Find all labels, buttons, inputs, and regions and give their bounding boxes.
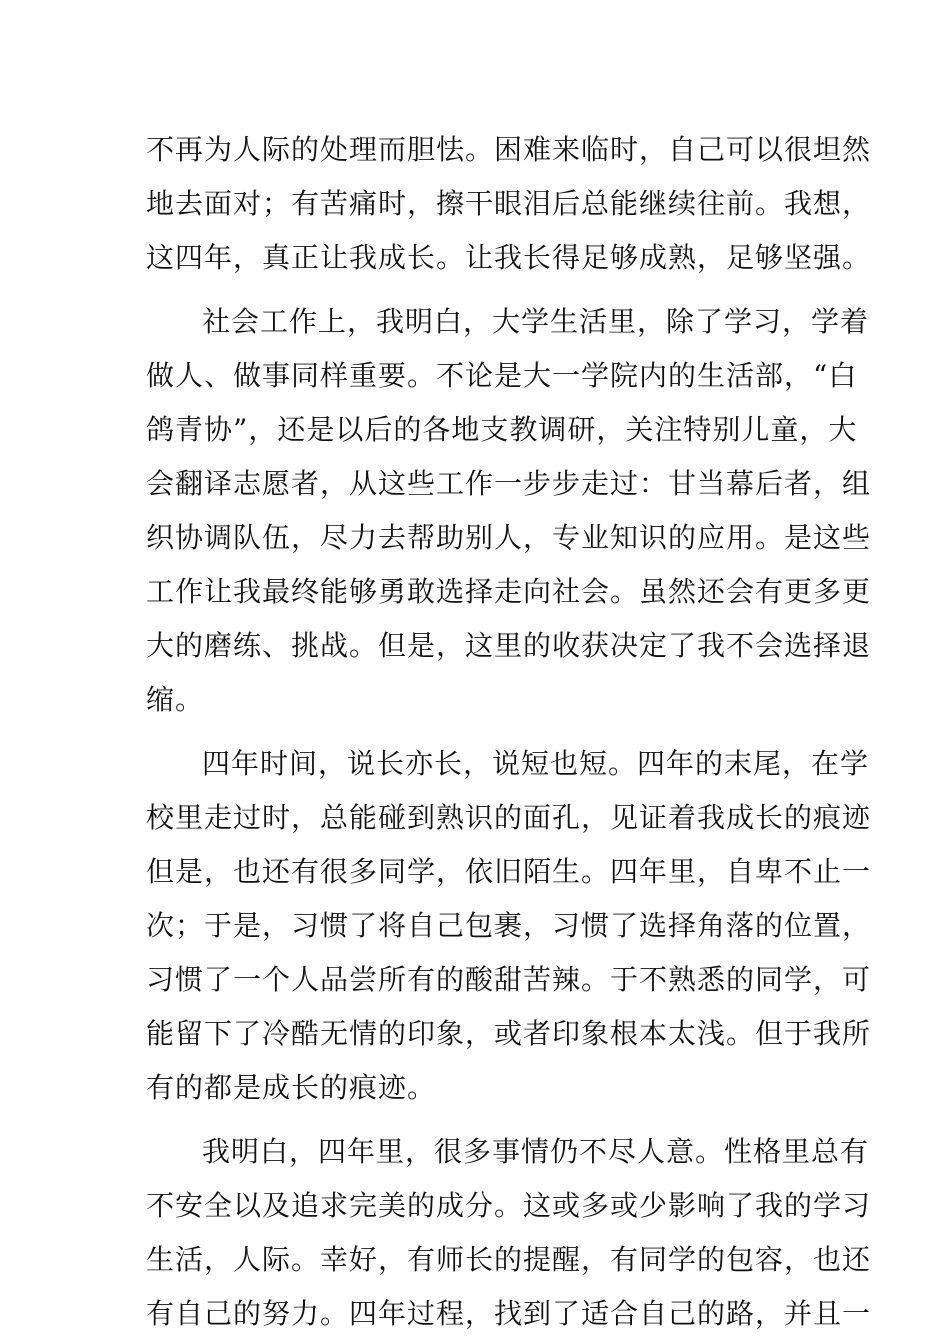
text-line: 做人、做事同样重要。不论是大一学院内的生活部，“白	[146, 359, 858, 392]
text-line: 不安全以及追求完美的成分。这或多或少影响了我的学习	[146, 1189, 872, 1222]
text-line: 有的都是成长的痕迹。	[146, 1071, 437, 1104]
text-line: 不再为人际的处理而胆怯。困难来临时，自己可以很坦然	[146, 133, 872, 166]
text-line: 鸽青协”，还是以后的各地支教调研，关注特别儿童，大	[146, 413, 858, 446]
text-line: 织协调队伍，尽力去帮助别人，专业知识的应用。是这些	[146, 521, 872, 554]
text-line: 缩。	[146, 683, 205, 716]
text-line: 有自己的努力。四年过程，找到了适合自己的路，并且一	[146, 1297, 872, 1330]
text-line: 但是，也还有很多同学，依旧陌生。四年里，自卑不止一	[146, 855, 872, 888]
paragraph-first-line: 我明白，四年里，很多事情仍不尽人意。性格里总有	[202, 1135, 870, 1168]
text-line: 生活，人际。幸好，有师长的提醒，有同学的包容，也还	[146, 1243, 872, 1276]
text-line: 会翻译志愿者，从这些工作一步步走过：甘当幕后者，组	[146, 467, 872, 500]
text-line: 校里走过时，总能碰到熟识的面孔，见证着我成长的痕迹	[146, 801, 872, 834]
text-line: 习惯了一个人品尝所有的酸甜苦辣。于不熟悉的同学，可	[146, 963, 872, 996]
text-line: 大的磨练、挑战。但是，这里的收获决定了我不会选择退	[146, 629, 872, 662]
text-line: 地去面对；有苦痛时，擦干眼泪后总能继续往前。我想，	[146, 187, 872, 220]
text-line: 工作让我最终能够勇敢选择走向社会。虽然还会有更多更	[146, 575, 872, 608]
text-line: 能留下了冷酷无情的印象，或者印象根本太浅。但于我所	[146, 1017, 872, 1050]
text-line: 次；于是，习惯了将自己包裹，习惯了选择角落的位置，	[146, 909, 872, 942]
paragraph-first-line: 社会工作上，我明白，大学生活里，除了学习，学着	[202, 305, 870, 338]
text-line: 这四年，真正让我成长。让我长得足够成熟，足够坚强。	[146, 241, 872, 274]
paragraph-first-line: 四年时间，说长亦长，说短也短。四年的末尾，在学	[202, 747, 870, 780]
